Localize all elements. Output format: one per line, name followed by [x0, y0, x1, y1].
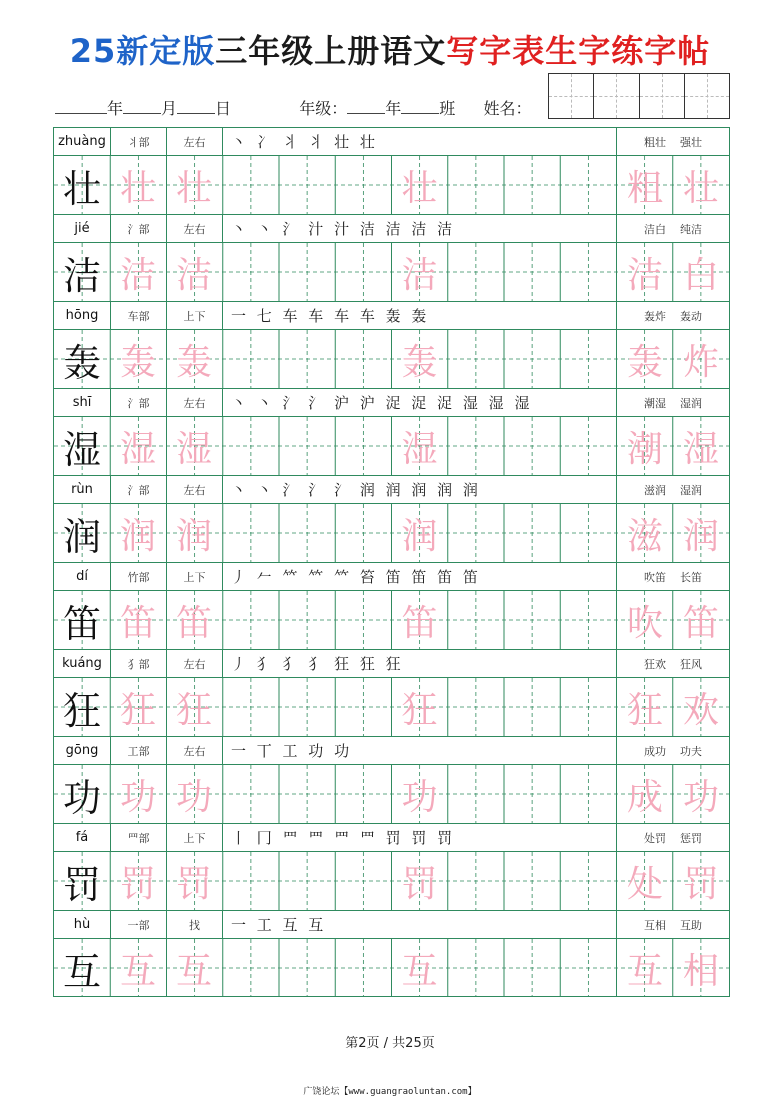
char-info-row [54, 128, 729, 156]
structure-label: 左右 [166, 476, 222, 503]
trace-word-character: 功 [682, 776, 719, 818]
trace-word-character: 欢 [682, 689, 719, 731]
trace-word-character: 潮 [626, 428, 663, 470]
char-entry [54, 389, 729, 476]
radical-label: 竹部 [110, 563, 166, 590]
trace-character: 润 [119, 515, 156, 557]
trace-character: 狂 [401, 689, 438, 731]
trace-word-character: 吹 [626, 602, 663, 644]
trace-character: 壮 [401, 167, 438, 209]
trace-word-character: 处 [626, 863, 663, 905]
example-word: 功夫 [680, 744, 702, 758]
trace-character: 壮 [175, 167, 212, 209]
structure-label: 左右 [166, 737, 222, 764]
trace-word-character: 粗 [626, 167, 663, 209]
pinyin-label: dí [76, 569, 88, 584]
trace-character: 洁 [401, 254, 438, 296]
pinyin-label: shī [72, 395, 92, 410]
trace-word-character: 狂 [626, 689, 663, 731]
example-word: 成功 [644, 744, 666, 758]
writing-row[interactable] [54, 504, 729, 563]
structure-label: 左右 [166, 650, 222, 677]
month-label: 月 [161, 99, 178, 118]
example-word: 轰动 [680, 309, 702, 323]
year-label: 年 [107, 99, 124, 118]
page-title [0, 26, 780, 72]
trace-word-character: 壮 [682, 167, 719, 209]
structure-label: 找 [166, 911, 222, 938]
radical-label: 工部 [110, 737, 166, 764]
model-character: 洁 [62, 253, 101, 298]
example-word: 互助 [680, 918, 702, 932]
trace-word-character: 相 [682, 950, 719, 992]
structure-label: 左右 [166, 215, 222, 242]
stroke-order: 一 丅 工 功 功 [222, 737, 617, 764]
stroke-order: 丶 冫 丬 丬 壮 壮 [222, 128, 617, 155]
char-entry [54, 650, 729, 737]
writing-row[interactable] [54, 678, 729, 737]
writing-row[interactable] [54, 591, 729, 650]
char-entry [54, 215, 729, 302]
radical-label: 氵部 [110, 215, 166, 242]
stroke-order: 丶 丶 氵 氵 沪 沪 浞 浞 浞 湿 湿 湿 [222, 389, 617, 416]
char-info-row [54, 476, 729, 504]
example-word: 处罚 [644, 831, 666, 845]
stroke-order: 丨 冂 罒 罒 罒 罒 罚 罚 罚 [222, 824, 617, 851]
pinyin-label: hù [73, 917, 91, 932]
class-label: 班 [439, 99, 456, 118]
trace-character: 罚 [175, 863, 212, 905]
name-cell[interactable] [594, 74, 639, 118]
pinyin-label: zhuàng [58, 134, 106, 149]
radical-label: 犭部 [110, 650, 166, 677]
char-info-row [54, 737, 729, 765]
char-entry [54, 302, 729, 389]
example-words [617, 302, 729, 329]
radical-label: 丬部 [110, 128, 166, 155]
example-word: 轰炸 [644, 309, 666, 323]
trace-word-character: 润 [682, 515, 719, 557]
stroke-order: 丿 犭 犭 犭 狂 狂 狂 [222, 650, 617, 677]
structure-label: 上下 [166, 824, 222, 851]
model-character: 功 [62, 775, 101, 820]
day-blank[interactable] [177, 100, 215, 114]
model-character: 罚 [62, 862, 101, 907]
trace-word-character: 洁 [626, 254, 663, 296]
trace-character: 功 [175, 776, 212, 818]
trace-character: 互 [175, 950, 212, 992]
site-watermark: 广饶论坛【www.guangraoluntan.com】 [303, 1087, 477, 1097]
trace-character: 润 [175, 515, 212, 557]
trace-word-character: 轰 [626, 341, 663, 383]
trace-character: 壮 [119, 167, 156, 209]
char-entry [54, 563, 729, 650]
pinyin-label: kuáng [62, 656, 102, 671]
model-character: 湿 [62, 427, 101, 472]
writing-row[interactable] [54, 156, 729, 215]
name-cell[interactable] [640, 74, 685, 118]
example-words [617, 824, 729, 851]
example-words [617, 476, 729, 503]
example-word: 惩罚 [680, 831, 702, 845]
radical-label: 氵部 [110, 389, 166, 416]
trace-word-character: 湿 [682, 428, 719, 470]
month-blank[interactable] [123, 100, 161, 114]
grade-label: 年级： [299, 99, 348, 118]
char-info-row [54, 215, 729, 243]
char-info-row [54, 389, 729, 417]
char-info-row [54, 302, 729, 330]
name-label: 姓名： [483, 99, 532, 118]
example-word: 纯洁 [680, 222, 702, 236]
name-writing-box[interactable] [548, 73, 730, 119]
char-entry [54, 737, 729, 824]
radical-label: 氵部 [110, 476, 166, 503]
example-word: 强壮 [680, 135, 702, 149]
trace-character: 笛 [119, 602, 156, 644]
trace-word-character: 笛 [682, 602, 719, 644]
trace-character: 湿 [401, 428, 438, 470]
pinyin-label: fá [75, 830, 89, 845]
model-character: 润 [62, 514, 101, 559]
model-character: 笛 [62, 601, 101, 646]
writing-row[interactable] [54, 243, 729, 302]
char-entry [54, 824, 729, 911]
example-words [617, 737, 729, 764]
char-info-row [54, 650, 729, 678]
trace-character: 互 [119, 950, 156, 992]
trace-character: 互 [401, 950, 438, 992]
example-word: 吹笛 [644, 570, 666, 584]
model-character: 互 [62, 949, 101, 994]
trace-word-character: 炸 [682, 341, 719, 383]
radical-label: 车部 [110, 302, 166, 329]
title-part-red: 写字表生字练字帖 [446, 32, 711, 70]
writing-row[interactable] [54, 852, 729, 911]
char-info-row [54, 911, 729, 939]
trace-character: 轰 [401, 341, 438, 383]
example-word: 狂风 [680, 657, 702, 671]
trace-word-character: 白 [682, 254, 719, 296]
name-cell[interactable] [685, 74, 729, 118]
class-blank[interactable] [401, 100, 439, 114]
model-character: 狂 [62, 688, 101, 733]
radical-label: 一部 [110, 911, 166, 938]
stroke-order: 一 工 互 互 [222, 911, 617, 938]
structure-label: 左右 [166, 128, 222, 155]
title-part-black: 三年级上册语文 [215, 32, 447, 70]
example-words [617, 650, 729, 677]
trace-character: 轰 [175, 341, 212, 383]
example-word: 互相 [644, 918, 666, 932]
char-entry [54, 128, 729, 215]
trace-character: 笛 [175, 602, 212, 644]
trace-character: 洁 [175, 254, 212, 296]
trace-word-character: 成 [626, 776, 663, 818]
char-entry [54, 476, 729, 563]
trace-word-character: 罚 [682, 863, 719, 905]
writing-row[interactable] [54, 939, 729, 998]
name-cell[interactable] [549, 74, 594, 118]
day-label: 日 [215, 99, 232, 118]
practice-grid [53, 127, 730, 997]
trace-character: 轰 [119, 341, 156, 383]
writing-row[interactable] [54, 330, 729, 389]
trace-character: 罚 [119, 863, 156, 905]
trace-character: 功 [401, 776, 438, 818]
pinyin-label: jié [74, 221, 90, 236]
example-word: 粗壮 [644, 135, 666, 149]
structure-label: 左右 [166, 389, 222, 416]
trace-word-character: 滋 [626, 515, 663, 557]
example-word: 潮湿 [644, 396, 666, 410]
grade-blank[interactable] [347, 100, 385, 114]
example-word: 湿润 [680, 396, 702, 410]
trace-character: 润 [401, 515, 438, 557]
trace-character: 狂 [175, 689, 212, 731]
writing-row[interactable] [54, 417, 729, 476]
radical-label: 罒部 [110, 824, 166, 851]
stroke-order: 丶 丶 氵 汁 汁 洁 洁 洁 洁 [222, 215, 617, 242]
page-number: 第2页 / 共25页 [345, 1036, 435, 1051]
model-character: 壮 [62, 166, 101, 211]
trace-character: 罚 [401, 863, 438, 905]
char-entry [54, 911, 729, 998]
model-character: 轰 [62, 340, 101, 385]
pinyin-label: hōng [65, 308, 99, 323]
example-word: 滋润 [644, 483, 666, 497]
example-words [617, 911, 729, 938]
char-info-row [54, 563, 729, 591]
example-words [617, 128, 729, 155]
example-words [617, 389, 729, 416]
trace-character: 狂 [119, 689, 156, 731]
trace-word-character: 互 [626, 950, 663, 992]
stroke-order: 丶 丶 氵 氵 氵 润 润 润 润 润 [222, 476, 617, 503]
writing-row[interactable] [54, 765, 729, 824]
year-blank[interactable] [55, 100, 107, 114]
structure-label: 上下 [166, 302, 222, 329]
trace-character: 笛 [401, 602, 438, 644]
structure-label: 上下 [166, 563, 222, 590]
example-word: 长笛 [680, 570, 702, 584]
trace-character: 湿 [175, 428, 212, 470]
pinyin-label: gōng [65, 743, 99, 758]
trace-character: 湿 [119, 428, 156, 470]
example-words [617, 563, 729, 590]
example-word: 狂欢 [644, 657, 666, 671]
stroke-order: 丿 𠂉 𥫗 𥫗 𥫗 笞 笛 笛 笛 笛 [222, 563, 617, 590]
stroke-order: 一 七 车 车 车 车 轰 轰 [222, 302, 617, 329]
pinyin-label: rùn [71, 482, 93, 497]
title-part-blue: 25新定版 [69, 32, 216, 70]
char-info-row [54, 824, 729, 852]
trace-character: 功 [119, 776, 156, 818]
example-word: 湿润 [680, 483, 702, 497]
example-word: 洁白 [644, 222, 666, 236]
student-info-line [55, 96, 531, 119]
grade-year-label: 年 [385, 99, 402, 118]
example-words [617, 215, 729, 242]
trace-character: 洁 [119, 254, 156, 296]
